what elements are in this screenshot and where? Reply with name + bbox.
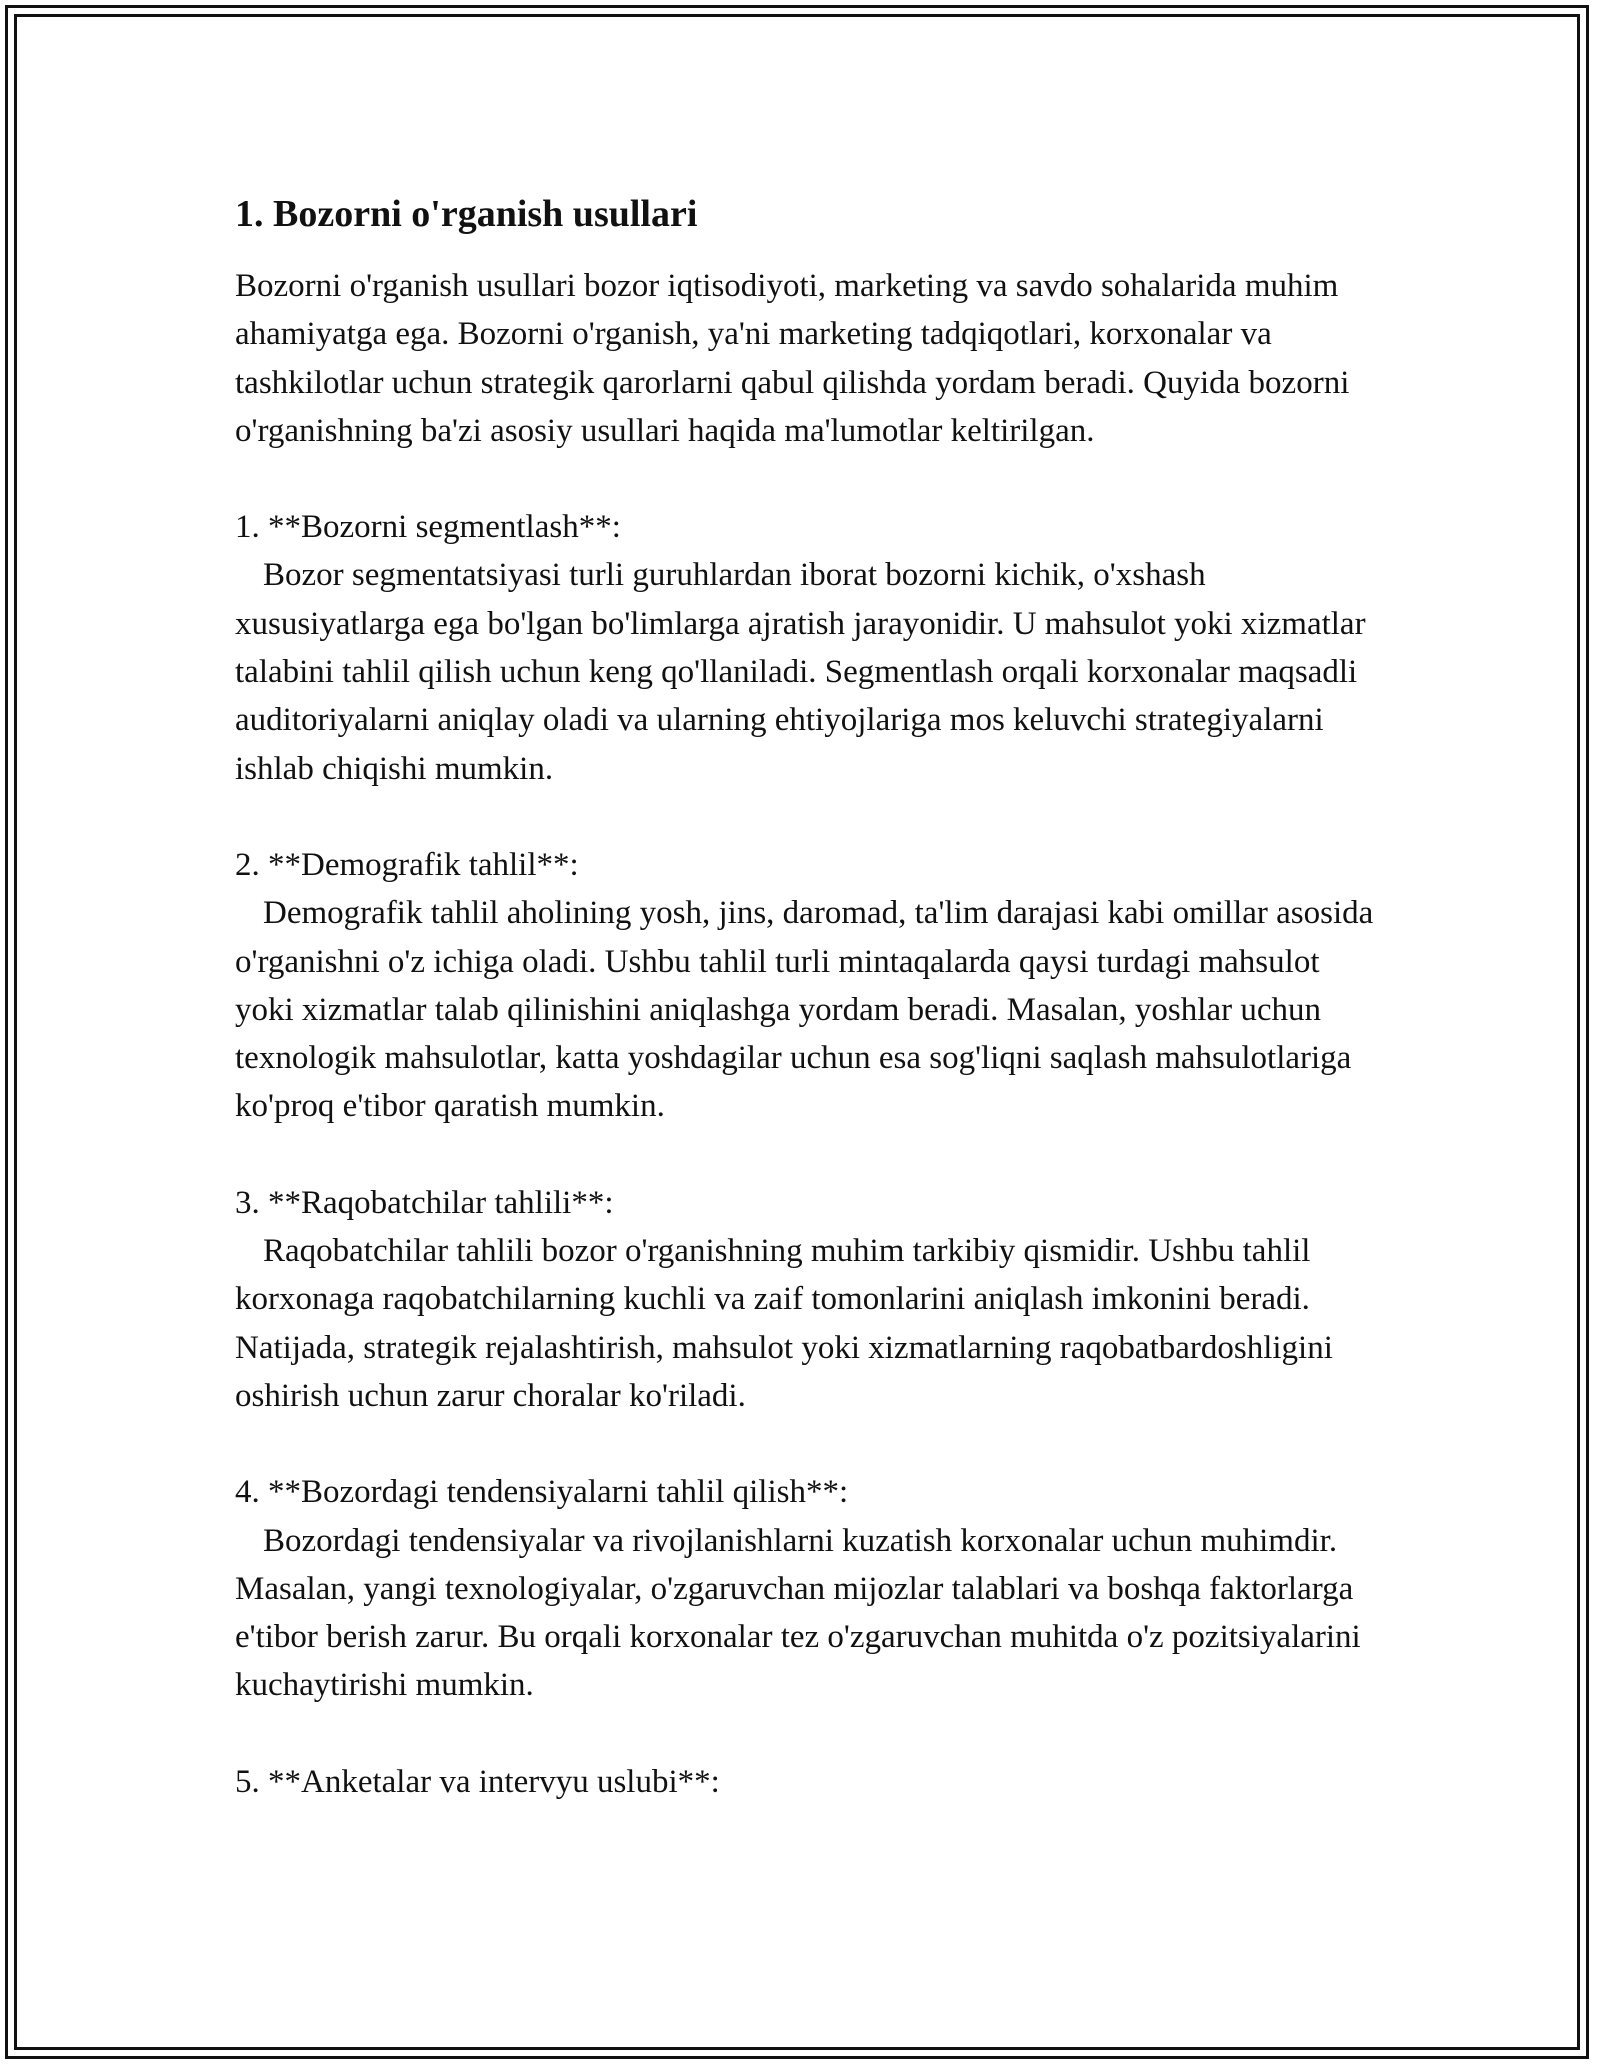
document-title: 1. Bozorni o'rganish usullari (235, 193, 698, 235)
section-body: Raqobatchilar tahlili bozor o'rganishning muhim tarkibiy qismidir. Ushbu tahlil korxonaga raqobatchilarning kuchli va zaif tomonlarini aniqlash imkonini beradi. Natijada, strategik rejalashtirish, mahsulot yoki xizmatlarning raqobatbardoshligini oshirish uchun zarur choralar ko'riladi. (235, 1233, 1342, 1414)
section-body: Demografik tahlil aholining yosh, jins, daromad, ta'lim darajasi kabi omillar asosida o'rganishni o'z ichiga oladi. Ushbu tahlil turli mintaqalarda qaysi turdagi mahsulot yoki xizmatlar talab qilinishini aniqlashga yordam beradi. Masalan, yoshlar uchun texnologik mahsulotlar, katta yoshdagilar uchun esa sog'liqni saqlash mahsulotlariga ko'proq e'tibor qaratish mumkin. (235, 895, 1382, 1125)
section-heading: 3. **Raqobatchilar tahlili**: (235, 1184, 614, 1221)
section-surveys (235, 1758, 1385, 1806)
section-competitors (235, 1179, 1385, 1420)
section-trends (235, 1468, 1385, 1709)
section-heading: 5. **Anketalar va intervyu uslubi**: (235, 1763, 720, 1800)
section-body: Bozor segmentatsiyasi turli guruhlardan iborat bozorni kichik, o'xshash xususiyatlarga ega bo'lgan bo'limlarga ajratish jarayonidir. U mahsulot yoki xizmatlar talabini tahlil qilish uchun keng qo'llaniladi. Segmentlash orqali korxonalar maqsadli auditoriyalarni aniqlay oladi va ularning ehtiyojlariga mos keluvchi strategiyalarni ishlab chiqishi mumkin. (235, 557, 1374, 787)
section-heading: 2. **Demografik tahlil**: (235, 846, 579, 883)
intro-paragraph: Bozorni o'rganish usullari bozor iqtisodiyoti, marketing va savdo sohalarida muhim ahamiyatga ega. Bozorni o'rganish, ya'ni marketing tadqiqotlari, korxonalar va tashkilotlar uchun strategik qarorlarni qabul qilishda yordam beradi. Quyida bozorni o'rganishning ba'zi asosiy usullari haqida ma'lumotlar keltirilgan. (235, 268, 1358, 449)
section-heading: 1. **Bozorni segmentlash**: (235, 509, 621, 546)
section-heading: 4. **Bozordagi tendensiyalarni tahlil qilish**: (235, 1474, 849, 1511)
section-demographic (235, 841, 1385, 1131)
section-body: Bozordagi tendensiyalar va rivojlanishlarni kuzatish korxonalar uchun muhimdir. Masalan, yangi texnologiyalar, o'zgaruvchan mijozlar talablari va boshqa faktorlarga e'tibor berish zarur. Bu orqali korxonalar tez o'zgaruvchan muhitda o'z pozitsiyalarini kuchaytirishi mumkin. (235, 1522, 1369, 1704)
section-segmentation (235, 503, 1385, 793)
document-body (235, 188, 1385, 1854)
